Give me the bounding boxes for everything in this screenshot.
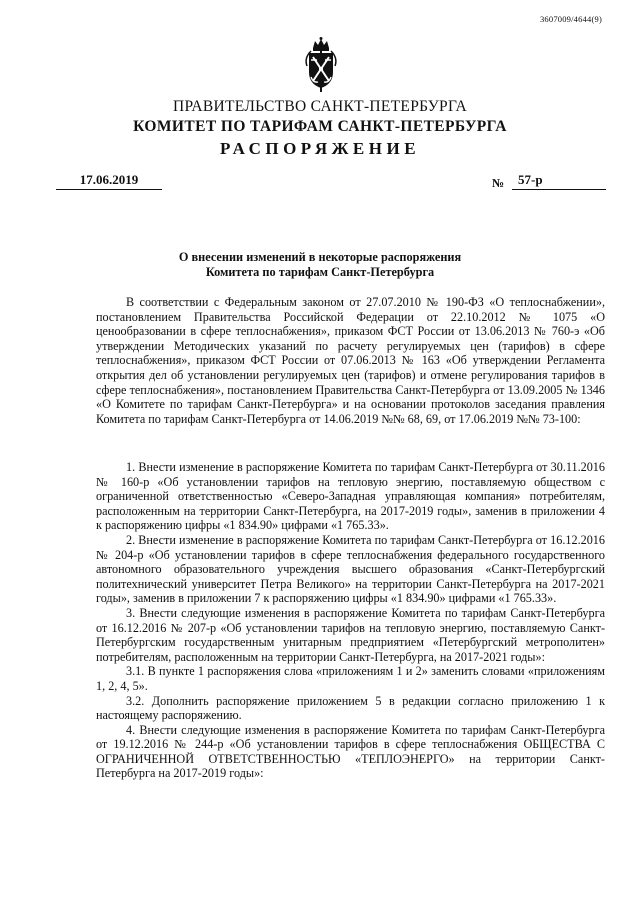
item-paragraph: 4. Внести следующие изменения в распоряжение Комитета по тарифам Санкт-Петербурга от 19.12.2016 № 244-р «Об установлении тарифов в сфере теплоснабжения ОБЩЕСТВА С ОГРАНИЧЕННОЙ ОТВЕТСТВЕННОСТЬЮ «ТЕПЛОЭНЕРГО» на территории Санкт-Петербурга на 2017-2019 годы»: (96, 722, 605, 781)
items-block (96, 460, 605, 781)
item-paragraph: 3.1. В пункте 1 распоряжения слова «приложениям 1 и 2» заменить словами «приложениям 1, 2, 4, 5». (96, 664, 605, 693)
header-committee: КОМИТЕТ ПО ТАРИФАМ САНКТ-ПЕТЕРБУРГА (133, 118, 507, 135)
title-line-2: Комитета по тарифам Санкт-Петербурга (205, 265, 435, 279)
title-line-1: О внесении изменений в некоторые распоряжения (178, 250, 462, 264)
item-paragraph: 3. Внести следующие изменения в распоряжение Комитета по тарифам Санкт-Петербурга от 16.12.2016 № 207-р «Об установлении тарифов на тепловую энергию, поставляемую Санкт-Петербургским государственным унитарным предприятием «Петербургский метрополитен» потребителям, расположенным на территории Санкт-Петербурга, на 2017-2021 годы»: (96, 605, 605, 664)
item-paragraph: 3.2. Дополнить распоряжение приложением 5 в редакции согласно приложению 1 к настоящему распоряжению. (96, 693, 605, 723)
preamble-block (96, 295, 605, 426)
document-code: 3607009/4644(9) (539, 14, 602, 24)
item-paragraph: 2. Внести изменение в распоряжение Комитета по тарифам Санкт-Петербурга от 16.12.2016 № 204-р «Об установлении тарифов в сфере теплоснабжения федерального государственного автономного образовательного учреждения высшего образования «Санкт-Петербургский политехнический университет Петра Великого» на территории Санкт-Петербурга на 2017-2021 годы», заменив в приложении 7 к распоряжению цифры «1 834.90» цифрами «1 765.33». (96, 532, 605, 606)
document-title (0, 250, 640, 280)
header-doc-type: РАСПОРЯЖЕНИЕ (219, 139, 421, 158)
st-petersburg-coat-of-arms-icon (298, 36, 344, 92)
preamble-paragraph: В соответствии с Федеральным законом от 27.07.2010 № 190-ФЗ «О теплоснабжении», постановлением Правительства Российской Федерации от 22.10.2012 № 1075 «О ценообразовании в сфере теплоснабжения», приказом ФСТ России от 13.06.2013 № 760-э «Об утверждении Методических указаний по расчету регулируемых цен (тарифов) в сфере теплоснабжения», приказом ФСТ России от 07.06.2013 № 163 «Об утверждении Регламента открытия дел об установлении регулируемых цен (тарифов) и отмене регулирования тарифов в сфере теплоснабжения», постановлением Правительства Санкт-Петербурга от 13.09.2005 № 1346 «О Комитете по тарифам Санкт-Петербурга» и на основании протоколов заседания правления Комитета по тарифам Санкт-Петербурга от 14.06.2019 №№ 68, 69, от 17.06.2019 №№ 73-100: (96, 295, 605, 426)
header-government: ПРАВИТЕЛЬСТВО САНКТ-ПЕТЕРБУРГА (172, 98, 468, 115)
document-date: 17.06.2019 (56, 172, 162, 190)
number-sign: № (492, 176, 505, 190)
document-number: 57-р (512, 172, 606, 190)
item-paragraph: 1. Внести изменение в распоряжение Комитета по тарифам Санкт-Петербурга от 30.11.2016 № 160-р «Об установлении тарифов на тепловую энергию, поставляемую обществом с ограниченной ответственностью «Северо-Западная управляющая компания» потребителям, расположенным на территории Санкт-Петербурга, на 2017-2019 годы», заменив в приложении 4 к распоряжению цифры «1 834.90» цифрами «1 765.33». (96, 460, 605, 533)
